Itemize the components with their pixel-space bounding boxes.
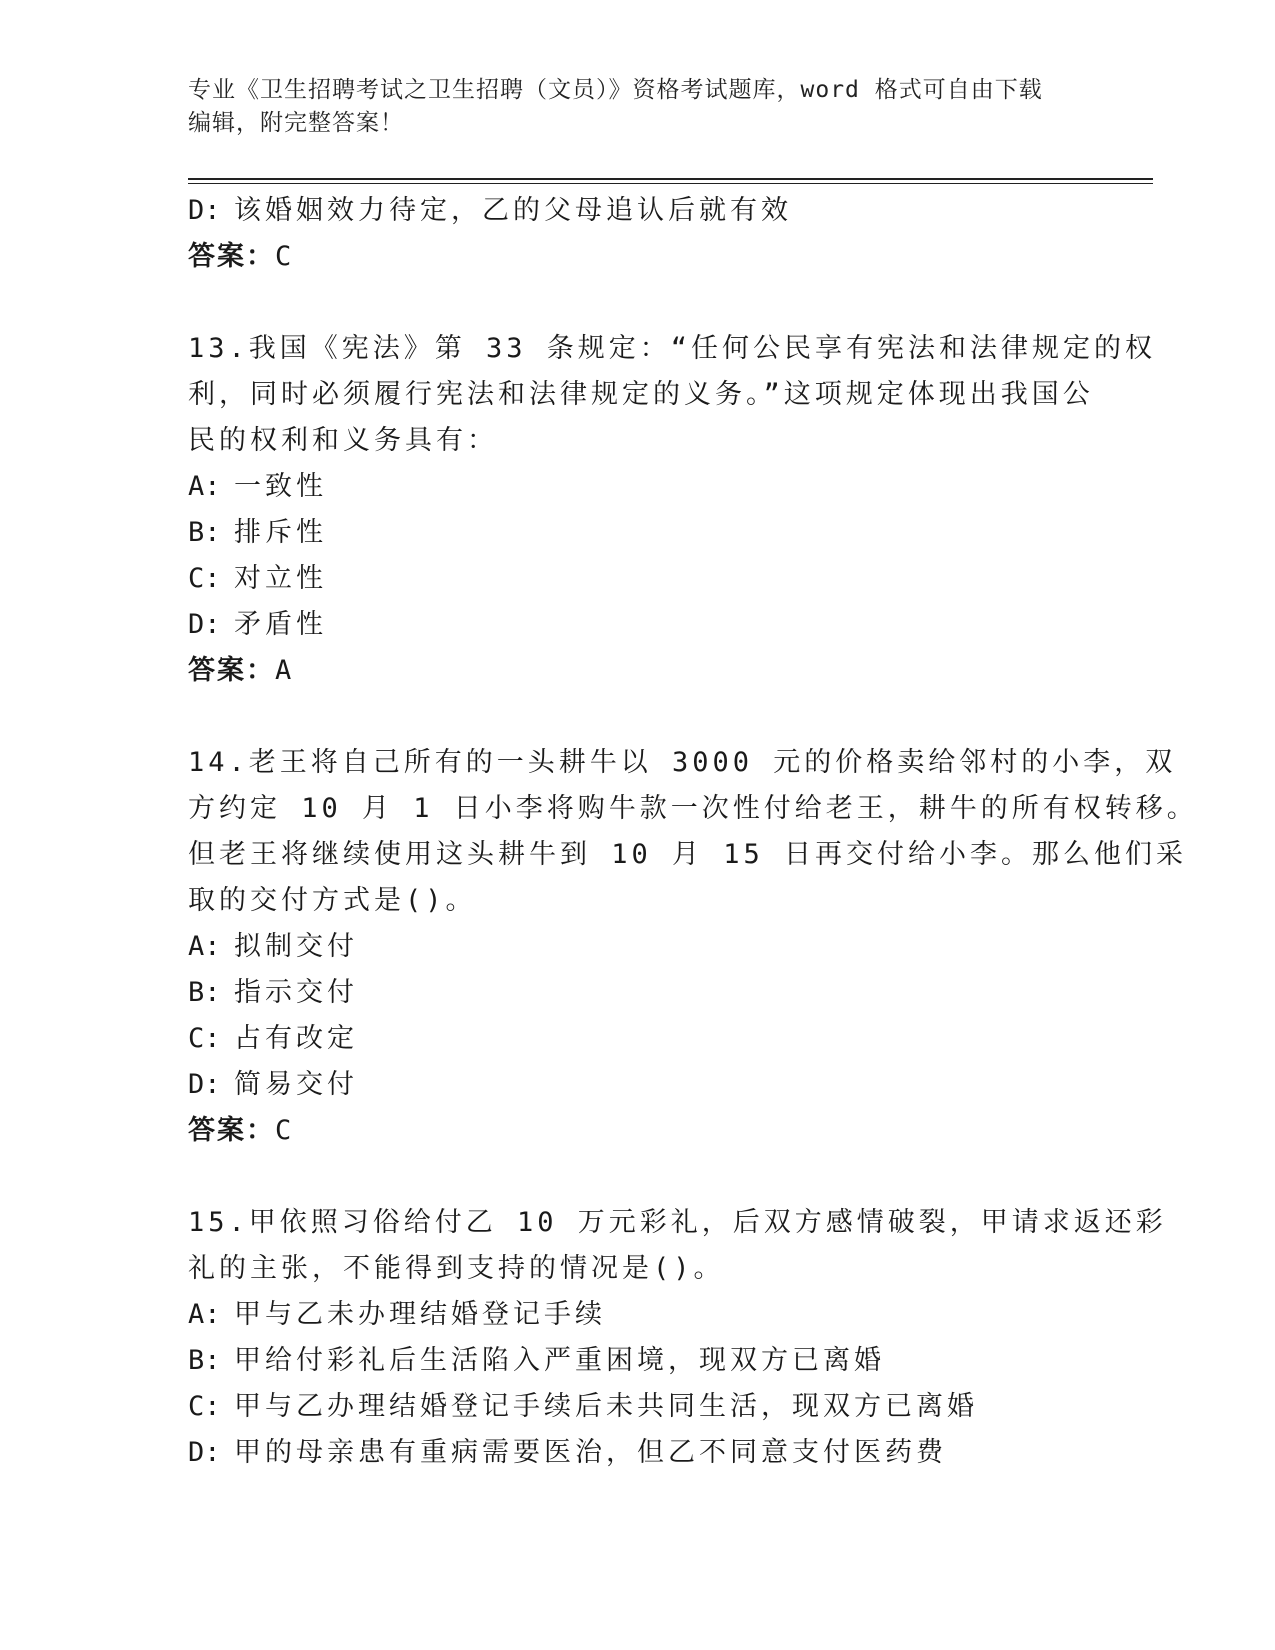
answer-line bbox=[188, 1108, 1068, 1154]
option-a bbox=[188, 1292, 1068, 1338]
option-c bbox=[188, 1384, 1068, 1430]
question-12-tail bbox=[188, 188, 1068, 280]
option-text: 指示交付 bbox=[234, 977, 358, 1008]
option-label: B: bbox=[188, 517, 221, 548]
option-text: 拟制交付 bbox=[234, 931, 358, 962]
answer-label: 答案： bbox=[188, 655, 275, 686]
option-label: D: bbox=[188, 609, 221, 640]
option-label: C: bbox=[188, 1391, 221, 1422]
option-text: 占有改定 bbox=[234, 1023, 358, 1054]
spacer bbox=[188, 694, 1068, 740]
option-text: 矛盾性 bbox=[234, 609, 327, 640]
answer-value: C bbox=[275, 241, 294, 272]
question-text-line: 14.老王将自己所有的一头耕牛以 3000 元的价格卖给邻村的小李，双 bbox=[188, 747, 1177, 778]
option-text: 甲与乙办理结婚登记手续后未共同生活，现双方已离婚 bbox=[234, 1391, 978, 1422]
option-label: A: bbox=[188, 471, 221, 502]
question-content bbox=[188, 188, 1198, 1476]
option-a bbox=[188, 924, 1068, 970]
option-d bbox=[188, 1062, 1068, 1108]
spacer bbox=[188, 280, 1068, 326]
question-text-line: 礼的主张，不能得到支持的情况是()。 bbox=[188, 1253, 725, 1284]
question-13 bbox=[188, 326, 1157, 694]
option-label: D: bbox=[188, 195, 221, 226]
answer-value: A bbox=[275, 655, 294, 686]
option-d bbox=[188, 1430, 1068, 1476]
question-text-line: 13.我国《宪法》第 33 条规定：“任何公民享有宪法和法律规定的权 bbox=[188, 333, 1157, 364]
option-label: C: bbox=[188, 1023, 221, 1054]
header-line-1: 专业《卫生招聘考试之卫生招聘（文员）》资格考试题库，word 格式可自由下载 bbox=[188, 77, 1043, 103]
option-text: 甲与乙未办理结婚登记手续 bbox=[234, 1299, 606, 1330]
option-b bbox=[188, 970, 1068, 1016]
option-text: 对立性 bbox=[234, 563, 327, 594]
answer-value: C bbox=[275, 1115, 294, 1146]
header-line-2: 编辑，附完整答案！ bbox=[188, 110, 404, 136]
option-b bbox=[188, 1338, 1068, 1384]
question-text-line: 方约定 10 月 1 日小李将购牛款一次性付给老王，耕牛的所有权转移。 bbox=[188, 793, 1198, 824]
answer-line bbox=[188, 234, 1068, 280]
option-text: 简易交付 bbox=[234, 1069, 358, 1100]
option-c bbox=[188, 1016, 1068, 1062]
question-text-line: 取的交付方式是()。 bbox=[188, 885, 477, 916]
option-text: 一致性 bbox=[234, 471, 327, 502]
answer-label: 答案： bbox=[188, 241, 275, 272]
option-label: B: bbox=[188, 1345, 221, 1376]
option-text: 甲给付彩礼后生活陷入严重困境，现双方已离婚 bbox=[234, 1345, 885, 1376]
answer-line bbox=[188, 648, 1068, 694]
spacer bbox=[188, 1154, 1068, 1200]
page-header bbox=[188, 74, 1068, 140]
option-text: 甲的母亲患有重病需要医治，但乙不同意支付医药费 bbox=[234, 1437, 947, 1468]
option-label: D: bbox=[188, 1437, 221, 1468]
option-label: A: bbox=[188, 1299, 221, 1330]
header-divider bbox=[188, 178, 1153, 180]
option-d bbox=[188, 188, 1068, 234]
option-b bbox=[188, 510, 1068, 556]
option-label: D: bbox=[188, 1069, 221, 1100]
option-text: 该婚姻效力待定，乙的父母追认后就有效 bbox=[234, 195, 792, 226]
option-d bbox=[188, 602, 1068, 648]
option-text: 排斥性 bbox=[234, 517, 327, 548]
header-divider-thin bbox=[188, 183, 1153, 184]
option-label: C: bbox=[188, 563, 221, 594]
question-15 bbox=[188, 1200, 1167, 1476]
question-text-line: 但老王将继续使用这头耕牛到 10 月 15 日再交付给小李。那么他们采 bbox=[188, 839, 1188, 870]
answer-label: 答案： bbox=[188, 1115, 275, 1146]
question-text-line: 利，同时必须履行宪法和法律规定的义务。”这项规定体现出我国公 bbox=[188, 379, 1094, 410]
option-label: A: bbox=[188, 931, 221, 962]
option-a bbox=[188, 464, 1068, 510]
question-14 bbox=[188, 740, 1198, 1154]
option-c bbox=[188, 556, 1068, 602]
question-text-line: 民的权利和义务具有： bbox=[188, 425, 498, 456]
question-text-line: 15.甲依照习俗给付乙 10 万元彩礼，后双方感情破裂，甲请求返还彩 bbox=[188, 1207, 1167, 1238]
option-label: B: bbox=[188, 977, 221, 1008]
